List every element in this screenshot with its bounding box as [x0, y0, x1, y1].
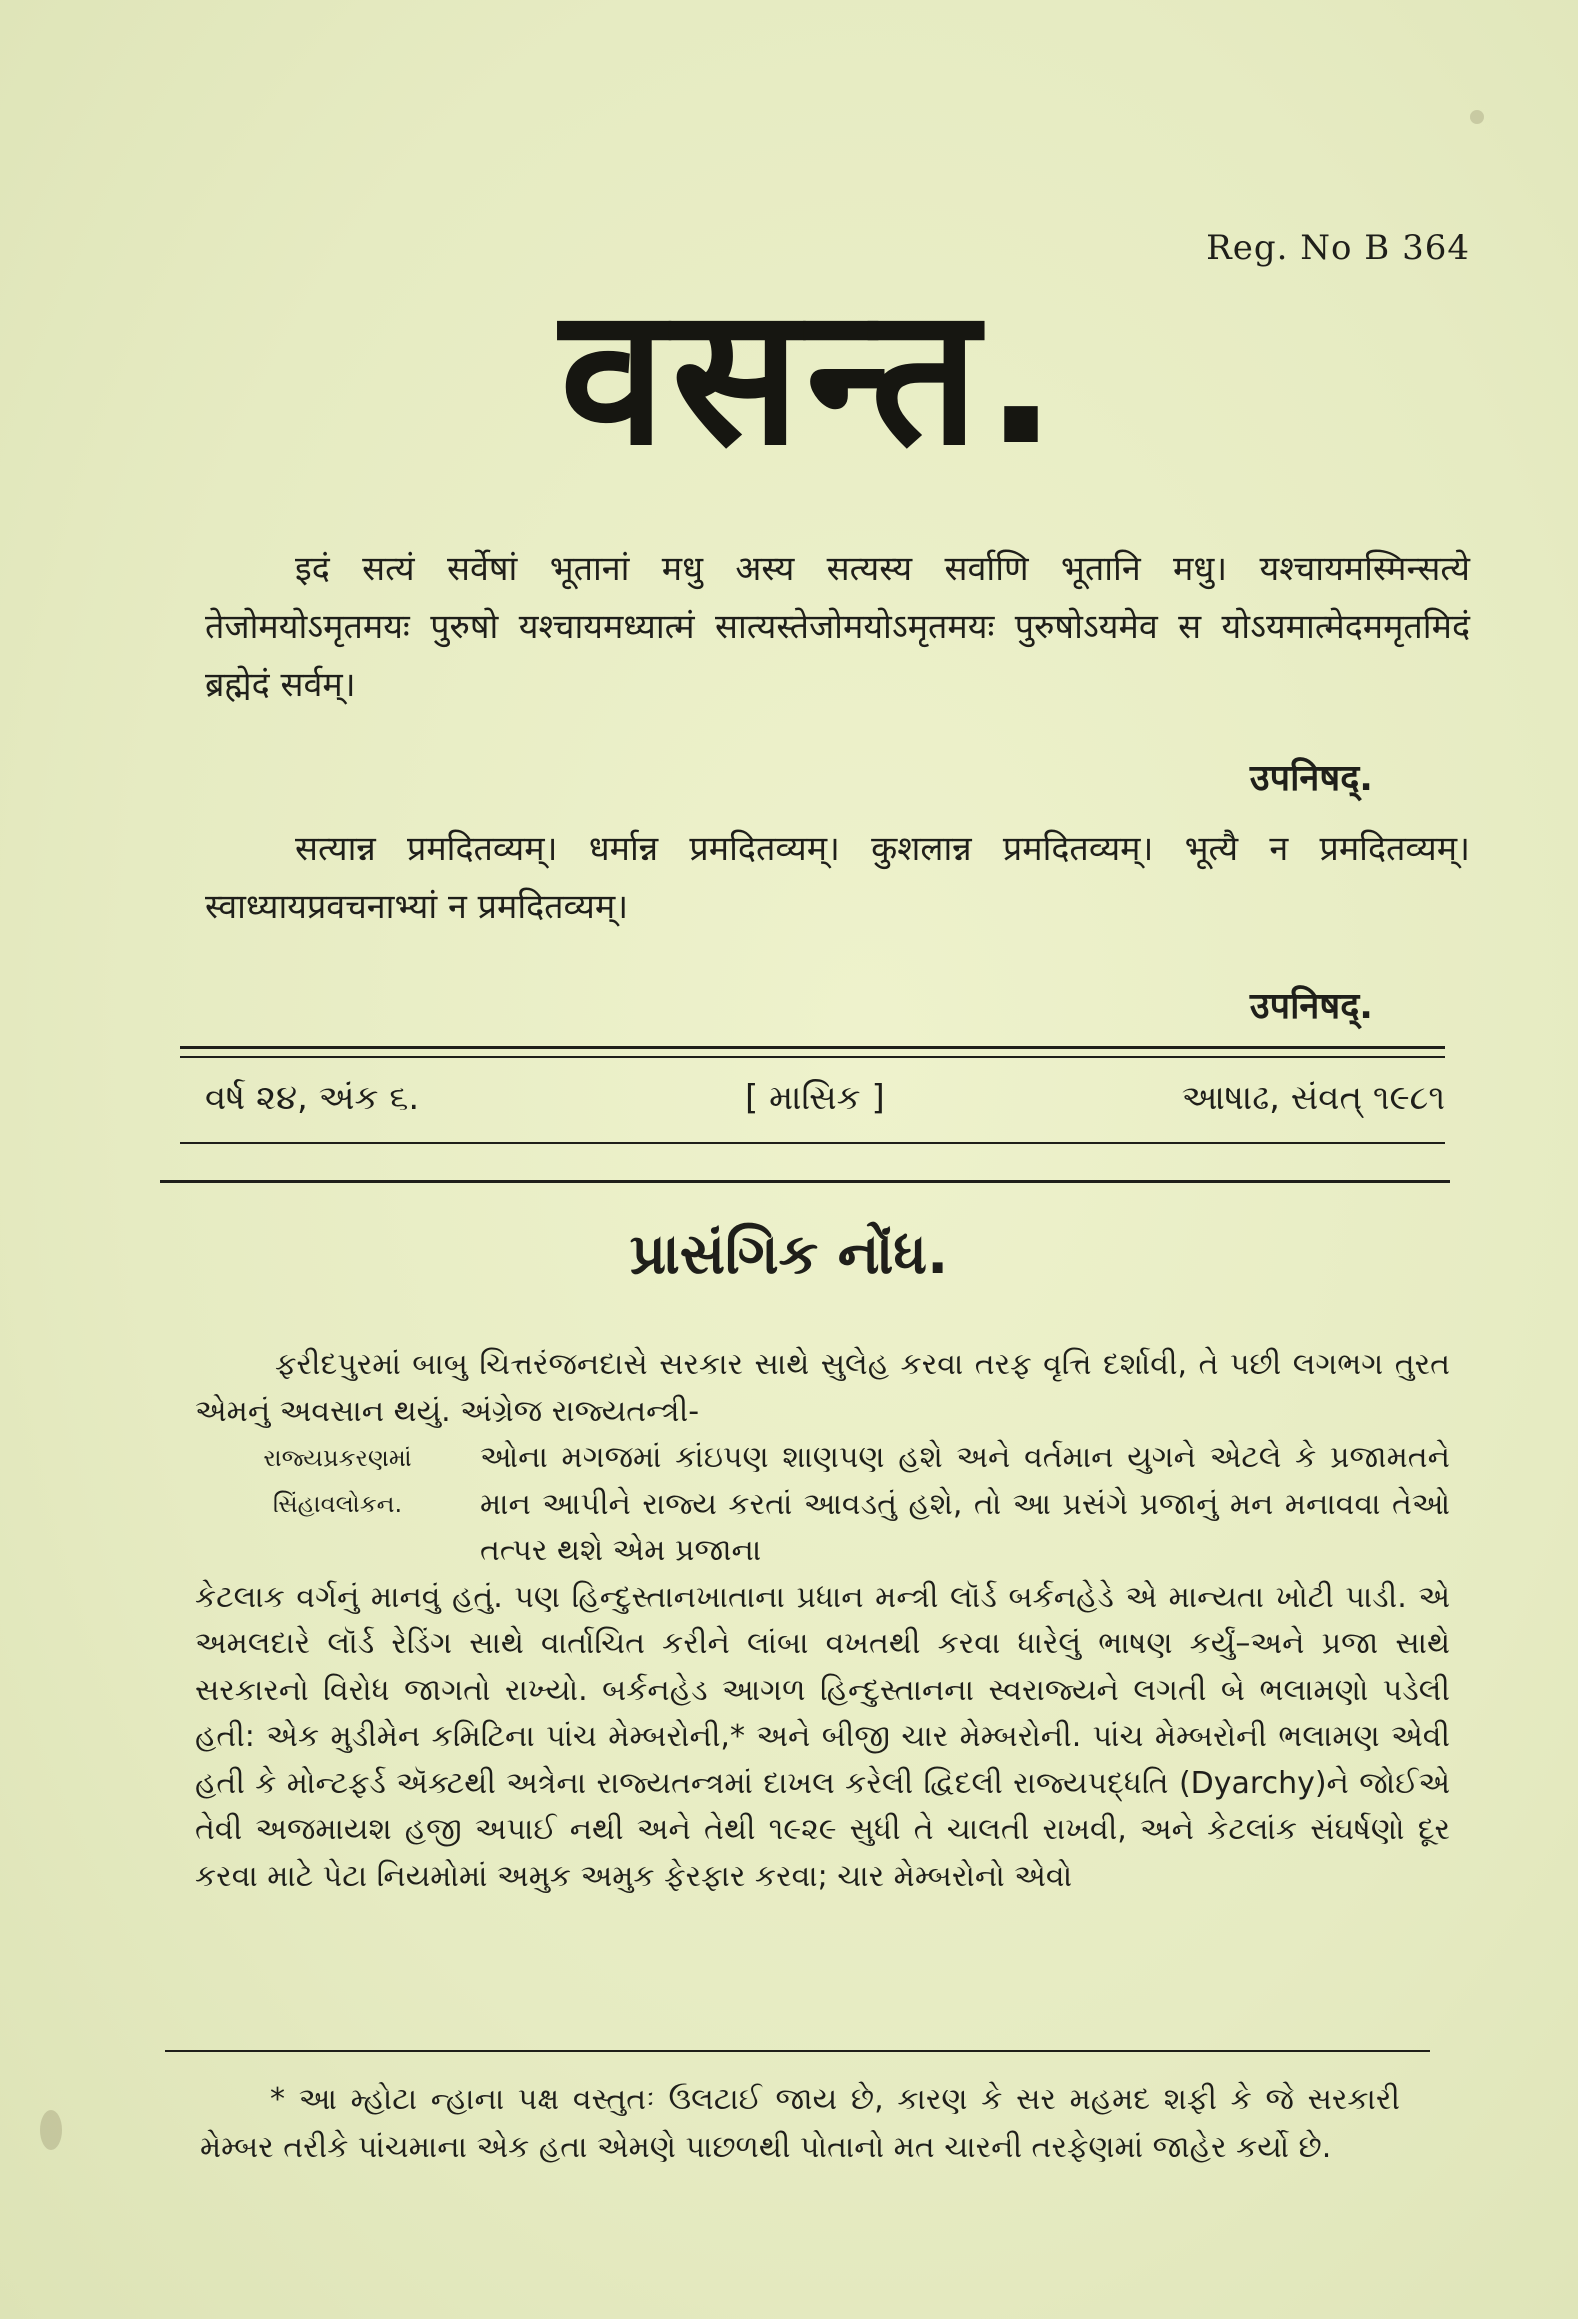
footnote-text: * આ મ્હોટા ન્હાના પક્ષ વસ્તુતઃ ઉલટાઈ જાય છે, કારણ કે સર મહમદ શફી કે જે સરકારી મેમ્બર તરીકે પાંચમાના એક હતા એમણે પાછળથી પોતાનો મત ચારની તરફેણમાં જાહેર કર્યો છે. [200, 2082, 1400, 2165]
paper-stain [1470, 110, 1484, 124]
masthead-title: वसन्त. [560, 266, 1064, 487]
epigraph-1-text: इदं सत्यं सर्वेषां भूतानां मधु अस्य सत्यस्य सर्वाणि भूतानि मधु। यश्चायमस्मिन्सत्ये तेजोमयोऽमृतमयः पुरुषो यश्चायमध्यात्मं सात्यस्तेजोमयोऽमृतमयः पुरुषोऽयमेव स योऽयमात्मेदममृतमिदं ब्रह्मेदं सर्वम्। [205, 549, 1470, 705]
issue-volume: વર્ષ ૨૪, અંક ૬. [205, 1078, 420, 1118]
registration-number: Reg. No B 364 [1206, 228, 1470, 268]
divider-rule [180, 1056, 1445, 1058]
article-body [195, 1342, 1450, 1900]
issue-frequency: [ માસિક ] [745, 1078, 885, 1118]
epigraph-1 [205, 540, 1470, 714]
divider-rule [180, 1046, 1445, 1049]
article-inset-text: ઓના મગજમાં કાંઇપણ શાણપણ હશે અને વર્તમાન યુગને એટલે કે પ્રજામતને માન આપીને રાજ્ય કરતાં આવડતું હશે, તો આ પ્રસંગે પ્રજાનું મન મનાવવા તેઓ તત્પર થશે એમ પ્રજાના [480, 1440, 1450, 1568]
epigraph-1-source: उपनिषद्. [1249, 758, 1373, 799]
article-sidenote: રાજ્યપ્રકરણમાં સિંહાવલોકન. [263, 1444, 412, 1518]
epigraph-2-text: सत्यान्न प्रमदितव्यम्। धर्मान्न प्रमदितव्यम्। कुशलान्न प्रमदितव्यम्। भूत्यै न प्रमदितव्यम्। स्वाध्यायप्रवचनाभ्यां न प्रमदितव्यम्। [205, 829, 1470, 927]
article-opening: ફરીદપુરમાં બાબુ ચિત્તરંજનદાસે સરકાર સાથે સુલેહ કરવા તરફ વૃત્તિ દર્શાવી, તે પછી લગભગ તુરત એમનું અવસાન થયું. અંગ્રેજ રાજ્યતન્ત્રી- [195, 1347, 1450, 1429]
article-continuation: કેટલાક વર્ગનું માનવું હતું. પણ હિન્દુસ્તાનખાતાના પ્રધાન મન્ત્રી લૉર્ડ બર્કનહેડે એ માન્યતા ખોટી પાડી. એ અમલદારે લૉર્ડ રેડિંગ સાથે વાર્તાચિત કરીને લાંબા વખતથી કરવા ધારેલું ભાષણ કર્યું–અને પ્રજા સાથે સરકારનો વિરોધ જાગતો રાખ્યો. બર્કનહેડ આગળ હિન્દુસ્તાનના સ્વરાજ્યને લગતી બે ભલામણો પડેલી હતી: એક મુડીમેન કમિટિના પાંચ મેમ્બરોની,* અને બીજી ચાર મેમ્બરોની. પાંચ મેમ્બરોની ભલામણ એવી હતી કે મોન્ટફર્ડ ઍક્ટથી અત્રેના રાજ્યતન્ત્રમાં દાખલ કરેલી દ્વિદલી રાજ્યપદ્ધતિ (Dyarchy)ને જોઈએ તેવી અજમાયશ હજી અપાઈ નથી અને તેથી ૧૯૨૯ સુધી તે ચાલતી રાખવી, અને કેટલાંક સંઘર્ષણો દૂર કરવા માટે પેટા નિયમોમાં અમુક અમુક ફેરફાર કરવા; ચાર મેમ્બરોનો એવો [195, 1579, 1450, 1894]
divider-rule [160, 1180, 1450, 1183]
footnote [200, 2076, 1400, 2172]
issue-line [205, 1078, 1445, 1128]
footnote-rule [165, 2050, 1430, 2052]
paper-stain [40, 2110, 62, 2150]
epigraph-2 [205, 820, 1470, 936]
divider-rule [180, 1142, 1445, 1144]
section-heading: પ્રાસંગિક નોંધ. [629, 1222, 949, 1287]
epigraph-2-source: उपनिषद्. [1249, 986, 1373, 1027]
article-inset-row [195, 1435, 1450, 1575]
issue-date: આષાઢ, સંવત્ ૧૯૮૧ [1181, 1078, 1445, 1118]
